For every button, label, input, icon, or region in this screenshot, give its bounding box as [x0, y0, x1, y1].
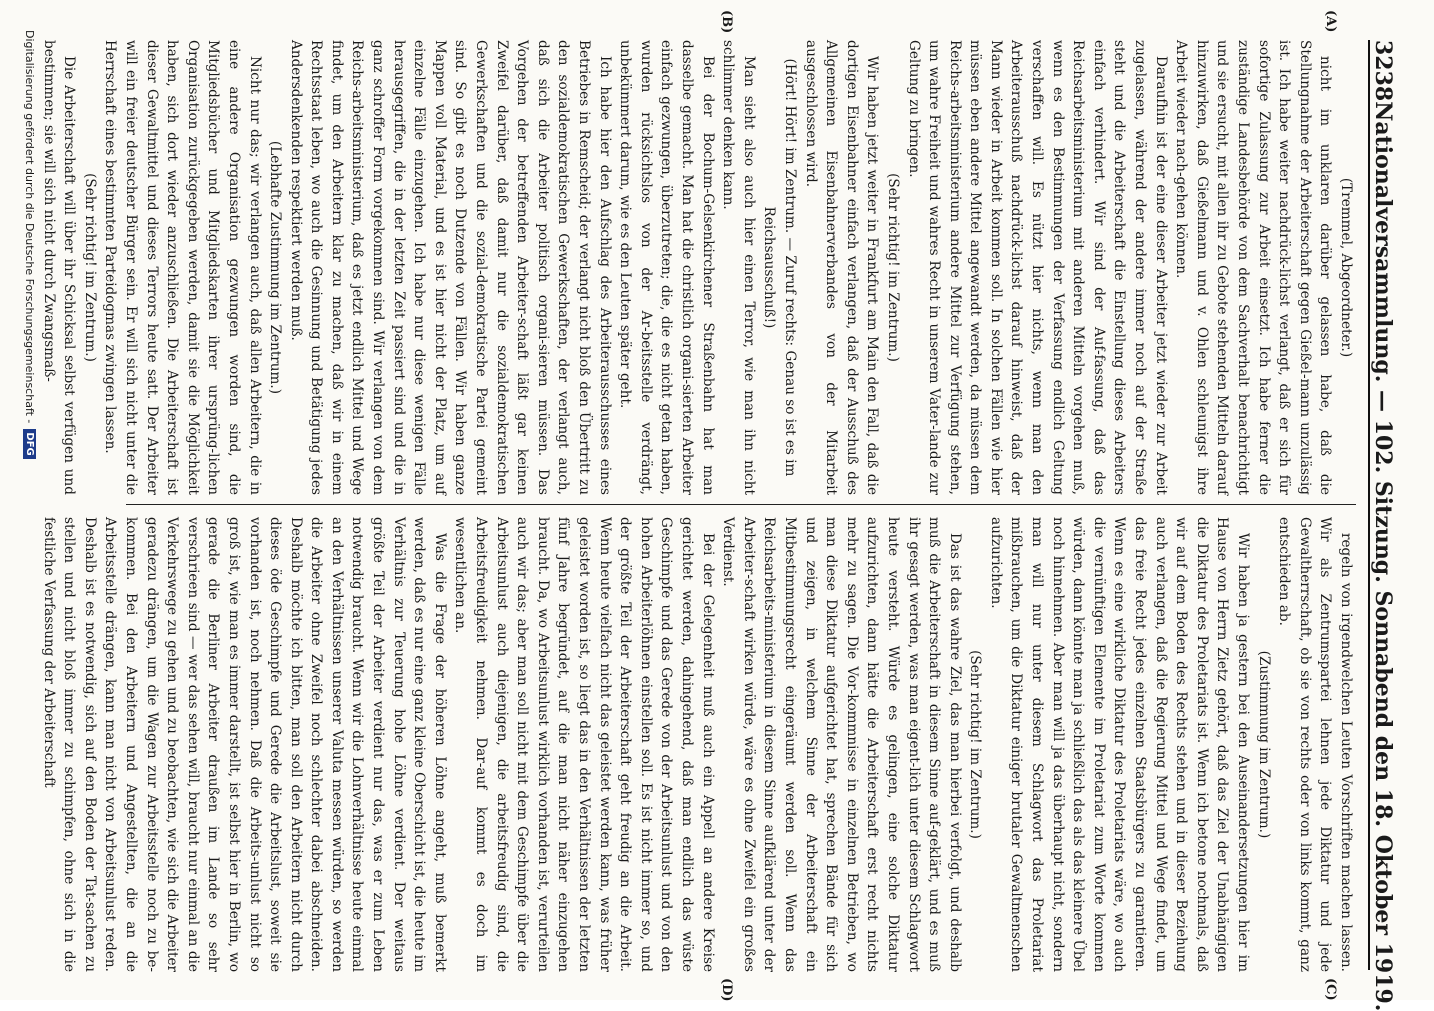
paragraph: Daraufhin ist der eine dieser Arbeiter jetzt wieder zur Arbeit zugelassen, während der andere immer noch auf der Straße steht und die Arbeiterschaft die Einstellung dieses Arbeiters einfach verhindert. Wir sind der Auf-fassung, daß das Reichsarbeitsministerium mit anderen Mitteln vorgehen muß, wenn es den Bestimmungen der Verfassung endlich Geltung verschaffen will. Es nützt hier nichts, wenn man den Arbeiterausschuß nachdrück-lichst darauf hinweist, daß der Mann wieder in Arbeit kommen soll. In solchen Fällen wie hier müssen eben andere Mittel angewandt werden, da müssen dem Reichs-arbeitsministerium andere Mittel zur Verfügung stehen, um wahre Freiheit und wahres Recht in unserem Vater-lande zur Geltung zu bringen. [905, 40, 1169, 495]
paragraph: Ich habe hier den Aufschlag des Arbeiterausschusses eines Betriebes in Remscheid; der verlangt nicht bloß den Übertritt zu den sozialdemokratischen Gewerkschaften, der verlangt auch, daß sich die Arbeiter politisch organi-sieren müssen. Das Vorgehen der betreffenden Arbeiter-schaft läßt gar keinen Zweifel darüber, daß damit nur die sozialdemokratischen Gewerkschaften und die sozial-demokratische Partei gemeint sind. So gibt es noch Dutzende von Fällen. Wir haben ganze Mappen voll Material, und es ist hier nicht der Platz, um auf einzelne Fälle einzugehen. Ich habe nur diese wenigen Fälle herausgegriffen, die in der letzten Zeit passiert sind und die in ganz schroffer Form vorgekommen sind. Wir verlangen von dem Reichs-arbeitsministerium, daß es jetzt endlich Mittel und Wege findet, um den Arbeitern klar zu machen, daß wir in einem Rechtsstaat leben, wo auch die Gesinnung und Betätigung jedes Andersdenkenden respektiert werden muß. [287, 40, 613, 495]
margin-mark-a: (A) [1323, 10, 1338, 33]
paragraph: Wir haben jetzt weiter in Frankfurt am Main den Fall, daß die dortigen Eisenbahner einfach verlangen, daß der Ausschuß des Allgemeinen Eisenbahnerverbandes von der Mitarbeit ausgeschlossen wird. [802, 40, 881, 495]
paragraph: Wir haben ja gestern bei den Auseinandersetzungen hier im Hause von Herrn Zietz gehört, daß das Ziel der Unabhängigen die Diktatur des Proletariats ist. Wenn ich betone nochmals, daß wir auf dem Boden des Rechts stehen und in dieser Beziehung auch verlangen, daß die Regierung Mittel und Wege findet, um das freie Recht jedes einzelnen Staatsbürgers zu garantieren. Wenn es eine wirkliche Diktatur des Proletariats wäre, wo auch die vernünftigen Elemente im Proletariat zum Worte kommen würden, dann könnte man ja schließlich das als das kleinere Übel noch hinnehmen. Aber man will ja das überhaupt nicht, sondern man will nur unter diesem Schlagwort das Proletariat mißbrauchen, um die Diktatur einiger brutaler Gewaltmenschen aufzurichten. [987, 517, 1252, 972]
column-divider [126, 504, 1356, 505]
paragraph: (Sehr richtig! im Zentrum.) [81, 173, 98, 362]
paragraph: Was die Frage der höheren Löhne angeht, muß bemerkt werden, daß es nur eine ganz kleine Oberschicht ist, die heute im Verhältnis zur Teuerung hohe Löhne verdient. Der weitaus größte Teil der Arbeiter verdient nur das, was er zum Leben notwendig braucht. Wenn wir die Lohnverhältnisse heute einmal an den Verhältnissen unserer Valuta messen würden, so werden die Arbeiter ohne Zweifel noch schlechter dabei abschneiden. Deshalb möchte ich bitten, man soll den Arbeitern nicht durch dieses öde Geschimpfe und Gerede die Arbeitslust, soweit sie vorhanden ist, noch nehmen. Daß die Arbeits-unlust nicht so groß ist, wie man es immer darstellt, ist selbst hier in Berlin, wo gerade die Berliner Arbeiter draußen im Lande so sehr verschrieen sind — wer das sehen will, braucht nur einmal an die Verkehrswege zu gehen und zu beobachten, wie sich die Arbeiter geradezu drängen, um die Wagen zur Arbeitsstelle noch zu be-kommen. Bei den Arbeitern und Angestellten, die an die Arbeitsstelle drängen, kann man nicht von Arbeitsunlust reden. Deshalb ist es notwendig, sich auf den Boden der Tat-sachen zu stellen und nicht bloß immer zu schimpfen, ohne sich in die festliche Verfassung der Arbeiterschaft [40, 517, 448, 972]
paragraph: Das ist das wahre Ziel, das man hierbei verfolgt, und deshalb muß die Arbeiterschaft in diesem Sinne auf-geklärt, und es muß ihr gesagt werden, was man eigent-lich unter diesem Schlagwort heute versteht. Würde es gelingen, eine solche Diktatur aufzurichten, dann hätte die Arbeiterschaft erst recht nichts mehr zu sagen. Die Vor-kommnisse in einzelnen Betrieben, wo man diese Diktatur aufgerichtet hat, sprechen Bände für sich und zeigen, in welchem Sinne der Arbeiterschaft ein Mitbestimmungsrecht eingeräumt werden soll. Wenn das Reichsarbeits-ministerium in diesem Sinne aufklärend unter der Arbeiter-schaft wirken würde, wäre es ohne Zweifel ein großes Verdienst. [720, 517, 963, 972]
page-footer [23, 30, 36, 970]
margin-mark-c: (C) [1323, 978, 1338, 1001]
paragraph: regeln von irgendwelchen Leuten Vorschriften machen lassen. Wir als Zentrumspartei lehnen jede Diktatur und jede Gewaltherrschaft, ob sie von rechts oder von links kommt, ganz entschieden ab. [1276, 517, 1354, 972]
page-title: Nationalversammlung. — 102. Sitzung. Sonnabend den 18. Oktober 1919. [1370, 101, 1396, 1011]
paragraph: (Sehr richtig! im Zentrum.) [884, 173, 901, 362]
page-number: 3238 [1370, 40, 1396, 102]
paragraph: (Hört! Hört! im Zentrum. — Zuruf rechts: Genau so ist es im Reichsausschuß!) [761, 58, 798, 477]
dfg-logo: DFG [23, 429, 36, 458]
paragraph: nicht im unklaren darüber gelassen habe, daß die Stellungnahme der Arbeiterschaft gegen Gießel-mann unzulässig ist. Ich habe weiter nachdrück-lichst verlangt, daß er sich für sofortige Zulassung zur Arbeit einsetzt. Ich habe ferner die zuständige Landesbehörde von dem Sachverhalt benachrichtigt und sie ersucht, mit allen ihr zu Gebote stehenden Mitteln darauf hinzuwirken, daß Gießelmann und v. Ohlen schleunigst ihre Arbeit wieder nach-gehen können. [1173, 40, 1334, 495]
paragraph: Nicht nur das; wir verlangen auch, daß allen Arbeitern, die in eine andere Organisation gezwungen worden sind, die Mitgliedsbücher und Mitgliedskarten ihrer ursprüng-lichen Organisation zurückgegeben werden, damit sie die Möglichkeit haben, sich dort wieder anzuschließen. Die Arbeiterschaft ist dieser Gewaltmittel und dieses Terrors heute satt. Der Arbeiter will ein freier deutscher Bürger sein. Er will sich nicht unter die Herrschaft eines bestimmten Parteidogmas zwingen lassen. [102, 40, 263, 495]
left-column [40, 40, 1356, 495]
margin-mark-d: (D) [719, 978, 734, 1002]
paragraph: Bei der Gelegenheit muß auch ein Appell an andere Kreise gerichtet werden, dahingehend, daß man endlich das wüste Geschimpfe und das Gerede von der Arbeitsunlust und von den hohen Arbeiterlöhnen einstellen soll. Es ist nicht immer so, und der größte Teil der Arbeiterschaft geht freudig an die Arbeit. Wenn heute vielfach nicht das geleistet werden kann, was früher geleistet worden ist, so liegt das in den Verhältnissen der letzten fünf Jahre begründet, auf die man nicht näher einzugehen braucht. Da, wo Arbeitsunlust wirklich vorhanden ist, verurteilen auch wir das; aber man soll nicht mit dem Geschimpfe über die Arbeitsunlust auch diejenigen, die arbeitsfreudig sind, die Arbeitsfreudigkeit nehmen. Dar-auf kommt es doch im wesentlichen an. [452, 517, 716, 972]
paragraph: (Lebhafte Zustimmung im Zentrum.) [267, 140, 284, 395]
page-header [1368, 40, 1404, 1011]
footer-text: Digitalisierung gefördert durch die Deutsche Forschungsgemeinschaft - [23, 30, 36, 424]
paragraph: Man sieht also auch hier einen Terror, wie man ihn nicht schlimmer denken kann. [720, 40, 757, 495]
margin-mark-b: (B) [719, 10, 734, 34]
paragraph: (Tremmel, Abgeordneter.) [1338, 177, 1354, 358]
right-column [40, 517, 1356, 972]
paragraph: Bei der Bochum-Gelsenkirchener Straßenbahn hat man dasselbe gemacht. Man hat die christlich organi-sierten Arbeiter einfach gezwungen, überzutreten; die, die es nicht getan haben, wurden rücksichtslos von der Ar-beitsstelle verdrängt, unbekümmert darum, wie es den Leuten später geht. [617, 40, 716, 495]
paragraph: Die Arbeiterschaft will über ihr Schicksal selbst verfügen und bestimmen; sie will sich nicht durch Zwangsmaß- [40, 40, 78, 495]
paragraph: (Sehr richtig! im Zentrum.) [967, 650, 984, 839]
paragraph: (Zustimmung im Zentrum.) [1255, 650, 1272, 839]
